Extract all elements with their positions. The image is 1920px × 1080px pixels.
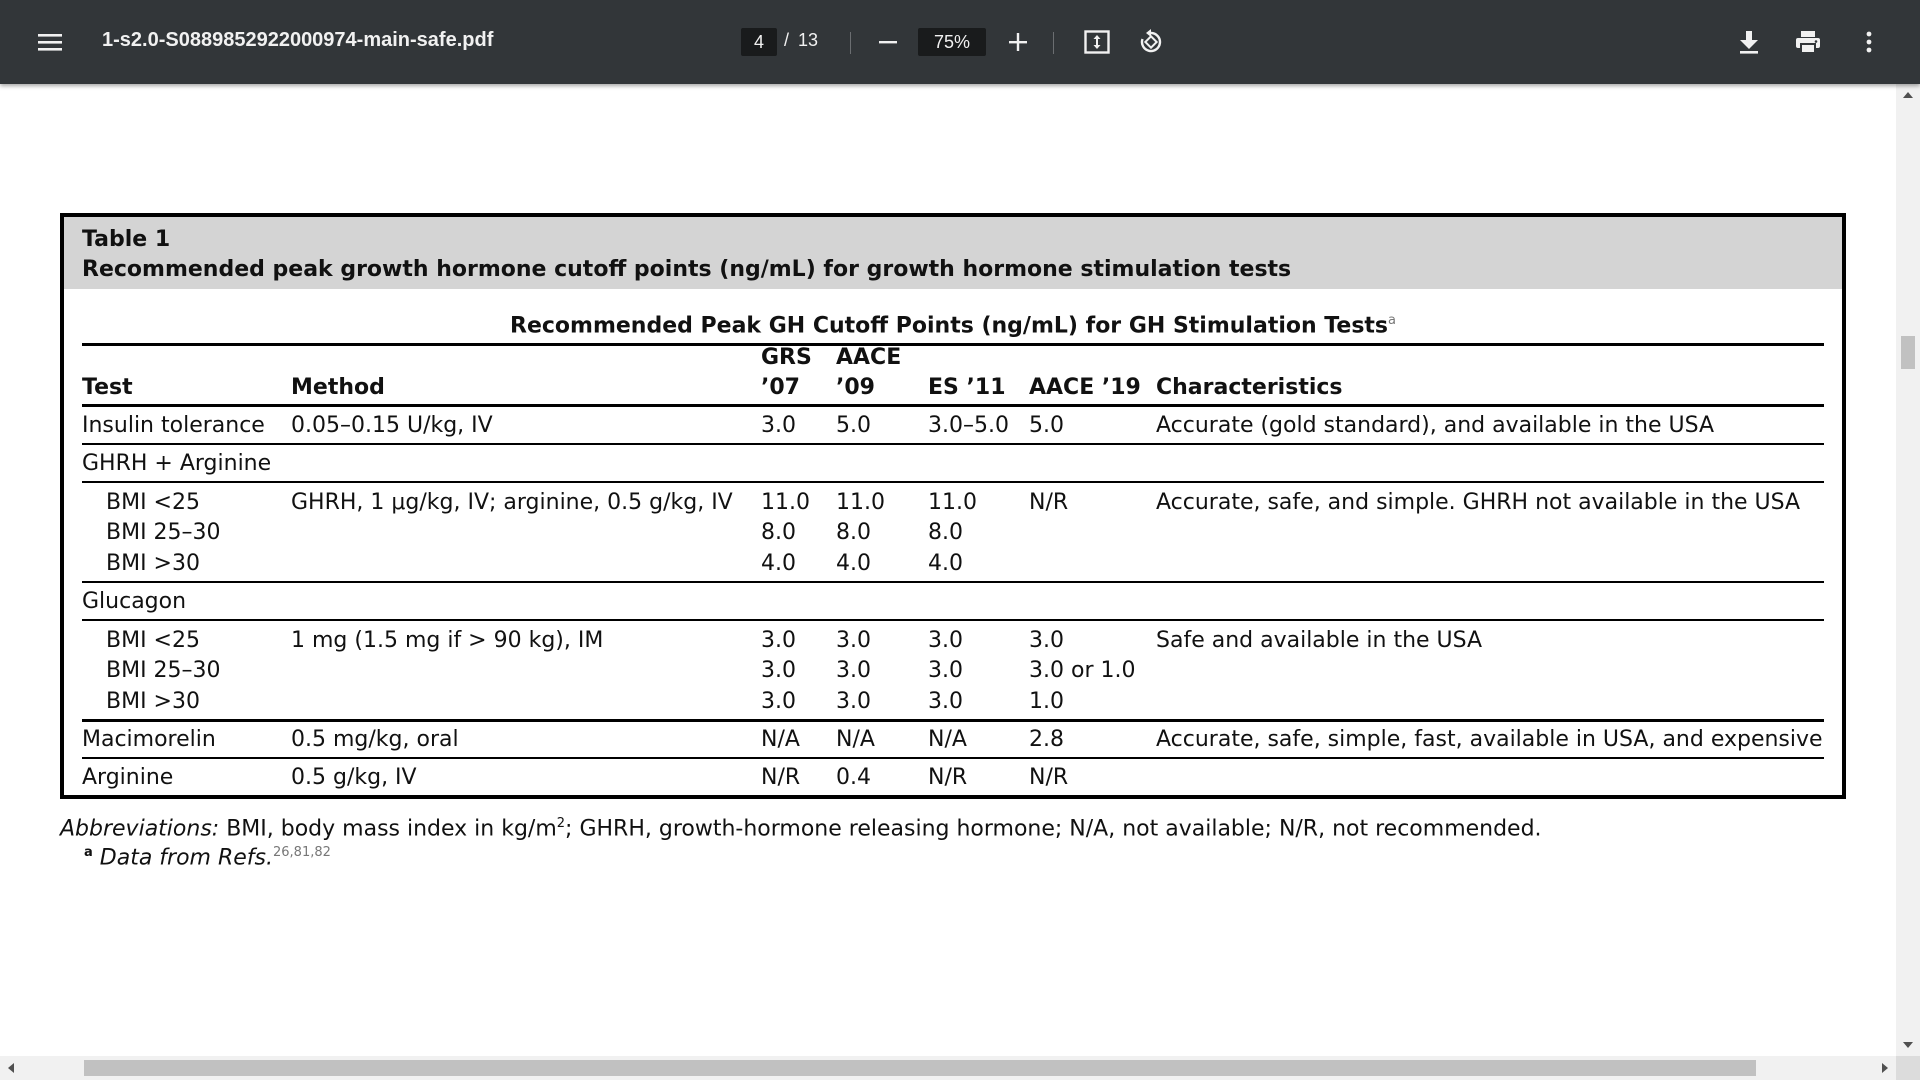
cell-glucagon-bmi1-test: BMI <25 xyxy=(106,628,200,653)
cell-glucagon-bmi2-aace19: 3.0 or 1.0 xyxy=(1029,658,1136,683)
table-rule xyxy=(82,343,1824,346)
cell-insulin-test: Insulin tolerance xyxy=(82,413,265,438)
horizontal-scroll-thumb[interactable] xyxy=(84,1060,1756,1076)
cell-glucagon-bmi1-characteristics: Safe and available in the USA xyxy=(1156,628,1483,653)
table-subtitle: Recommended peak growth hormone cutoff points (ng/mL) for growth hormone stimulation tests xyxy=(82,257,1292,282)
rotate-icon[interactable] xyxy=(1131,22,1171,62)
col-header-aace09-top: AACE xyxy=(836,345,902,370)
col-header-test: Test xyxy=(82,375,133,400)
cell-macimorelin-es11: N/A xyxy=(928,727,967,752)
pdf-page-viewport xyxy=(0,84,1896,1056)
scroll-down-icon[interactable] xyxy=(1903,1042,1913,1048)
table-rule xyxy=(82,719,1824,722)
table-inner-title xyxy=(82,313,1824,338)
cell-ghrh-bmi3-es11: 4.0 xyxy=(928,551,963,576)
cell-glucagon-bmi3-es11: 3.0 xyxy=(928,689,963,714)
scroll-up-icon[interactable] xyxy=(1903,92,1913,98)
zoom-out-icon[interactable] xyxy=(868,22,908,62)
table-rule xyxy=(82,404,1824,407)
cell-insulin-characteristics: Accurate (gold standard), and available in the USA xyxy=(1156,413,1715,438)
cell-ghrh-bmi1-characteristics: Accurate, safe, and simple. GHRH not available in the USA xyxy=(1156,490,1801,515)
cell-macimorelin-characteristics: Accurate, safe, simple, fast, available in USA, and expensive xyxy=(1156,727,1823,752)
cell-ghrh-bmi1-aace09: 11.0 xyxy=(836,490,885,515)
table-inner-title-text: Recommended Peak GH Cutoff Points (ng/mL) for GH Stimulation Tests xyxy=(510,313,1389,339)
col-header-characteristics: Characteristics xyxy=(1156,375,1343,400)
cell-glucagon-bmi3-aace19: 1.0 xyxy=(1029,689,1064,714)
print-icon[interactable] xyxy=(1788,22,1828,62)
cell-glucagon-bmi1-grs: 3.0 xyxy=(761,628,796,653)
cell-ghrh-bmi1-aace19: N/R xyxy=(1029,490,1069,515)
cell-arginine-test: Arginine xyxy=(82,765,174,790)
page-total: 13 xyxy=(798,30,819,50)
col-header-es11: ES ’11 xyxy=(928,375,1006,400)
cell-ghrh-bmi1-es11: 11.0 xyxy=(928,490,977,515)
fit-to-page-icon[interactable] xyxy=(1077,22,1117,62)
footnote-a-refs: 26,81,82 xyxy=(273,845,331,860)
cell-insulin-es11: 3.0–5.0 xyxy=(928,413,1009,438)
table-rule xyxy=(82,581,1824,583)
vertical-scroll-thumb[interactable] xyxy=(1901,336,1915,369)
cell-arginine-aace09: 0.4 xyxy=(836,765,871,790)
footnote-abbreviations xyxy=(60,816,1542,841)
col-header-grs-bottom: ’07 xyxy=(761,375,800,400)
scroll-left-icon[interactable] xyxy=(8,1063,14,1073)
cell-macimorelin-grs: N/A xyxy=(761,727,800,752)
cell-ghrh-bmi1-grs: 11.0 xyxy=(761,490,810,515)
cell-glucagon-bmi3-grs: 3.0 xyxy=(761,689,796,714)
cell-glucagon-bmi1-aace09: 3.0 xyxy=(836,628,871,653)
cell-insulin-aace19: 5.0 xyxy=(1029,413,1064,438)
col-header-aace19: AACE ’19 xyxy=(1029,375,1141,400)
cell-glucagon-bmi2-es11: 3.0 xyxy=(928,658,963,683)
page-number-input[interactable] xyxy=(741,28,777,56)
menu-icon[interactable] xyxy=(30,22,70,62)
cell-ghrh-bmi1-method: GHRH, 1 μg/kg, IV; arginine, 0.5 g/kg, IV xyxy=(291,490,733,515)
cell-arginine-es11: N/R xyxy=(928,765,968,790)
cell-glucagon-bmi1-method: 1 mg (1.5 mg if > 90 kg), IM xyxy=(291,628,604,653)
pdf-toolbar xyxy=(0,0,1920,84)
cell-arginine-method: 0.5 g/kg, IV xyxy=(291,765,417,790)
col-header-grs-top: GRS xyxy=(761,345,812,370)
cell-arginine-grs: N/R xyxy=(761,765,801,790)
scrollbar-corner xyxy=(1896,1056,1920,1080)
toolbar-divider xyxy=(850,32,851,54)
col-header-aace09-bottom: ’09 xyxy=(836,375,875,400)
cell-ghrh-bmi3-test: BMI >30 xyxy=(106,551,200,576)
group-glucagon: Glucagon xyxy=(82,589,187,614)
cell-glucagon-bmi3-aace09: 3.0 xyxy=(836,689,871,714)
zoom-in-icon[interactable] xyxy=(998,22,1038,62)
footnote-a-marker: a xyxy=(84,845,93,860)
table-rule xyxy=(82,619,1824,621)
cell-ghrh-bmi1-test: BMI <25 xyxy=(106,490,200,515)
cell-ghrh-bmi2-es11: 8.0 xyxy=(928,520,963,545)
table-rule xyxy=(82,443,1824,445)
horizontal-scrollbar[interactable] xyxy=(0,1056,1896,1080)
cell-glucagon-bmi2-grs: 3.0 xyxy=(761,658,796,683)
group-ghrh-arginine: GHRH + Arginine xyxy=(82,451,272,476)
document-title: 1-s2.0-S0889852922000974-main-safe.pdf xyxy=(102,29,494,51)
footnote-a xyxy=(84,845,331,870)
vertical-scrollbar[interactable] xyxy=(1896,84,1920,1056)
footnote-abbrev-label: Abbreviations: xyxy=(60,816,220,842)
cell-ghrh-bmi2-test: BMI 25–30 xyxy=(106,520,221,545)
cell-glucagon-bmi3-test: BMI >30 xyxy=(106,689,200,714)
page-separator: / xyxy=(784,30,790,50)
table-inner-title-sup: a xyxy=(1388,313,1396,328)
footnote-abbrev-text-1: BMI, body mass index in kg/m xyxy=(226,816,557,842)
more-options-icon[interactable] xyxy=(1849,22,1889,62)
table-label: Table 1 xyxy=(82,227,171,252)
toolbar-divider xyxy=(1053,32,1054,54)
cell-insulin-aace09: 5.0 xyxy=(836,413,871,438)
download-icon[interactable] xyxy=(1729,22,1769,62)
cell-glucagon-bmi1-aace19: 3.0 xyxy=(1029,628,1064,653)
cell-macimorelin-method: 0.5 mg/kg, oral xyxy=(291,727,459,752)
footnote-abbrev-sup: 2 xyxy=(556,816,566,831)
cell-ghrh-bmi3-grs: 4.0 xyxy=(761,551,796,576)
cell-macimorelin-aace09: N/A xyxy=(836,727,875,752)
scroll-right-icon[interactable] xyxy=(1882,1063,1888,1073)
col-header-method: Method xyxy=(291,375,385,400)
cell-insulin-method: 0.05–0.15 U/kg, IV xyxy=(291,413,493,438)
cell-glucagon-bmi2-test: BMI 25–30 xyxy=(106,658,221,683)
zoom-level-input[interactable] xyxy=(918,28,986,56)
cell-glucagon-bmi1-es11: 3.0 xyxy=(928,628,963,653)
cell-ghrh-bmi3-aace09: 4.0 xyxy=(836,551,871,576)
table-rule xyxy=(82,757,1824,759)
footnote-abbrev-text-2: ; GHRH, growth-hormone releasing hormone; N/A, not available; N/R, not recommended. xyxy=(565,816,1542,842)
cell-macimorelin-test: Macimorelin xyxy=(82,727,216,752)
cell-arginine-aace19: N/R xyxy=(1029,765,1069,790)
cell-ghrh-bmi2-aace09: 8.0 xyxy=(836,520,871,545)
table-frame xyxy=(60,213,1846,799)
footnote-a-text: Data from Refs. xyxy=(99,845,273,871)
cell-macimorelin-aace19: 2.8 xyxy=(1029,727,1064,752)
table-rule xyxy=(82,481,1824,483)
cell-insulin-grs: 3.0 xyxy=(761,413,796,438)
cell-glucagon-bmi2-aace09: 3.0 xyxy=(836,658,871,683)
cell-ghrh-bmi2-grs: 8.0 xyxy=(761,520,796,545)
